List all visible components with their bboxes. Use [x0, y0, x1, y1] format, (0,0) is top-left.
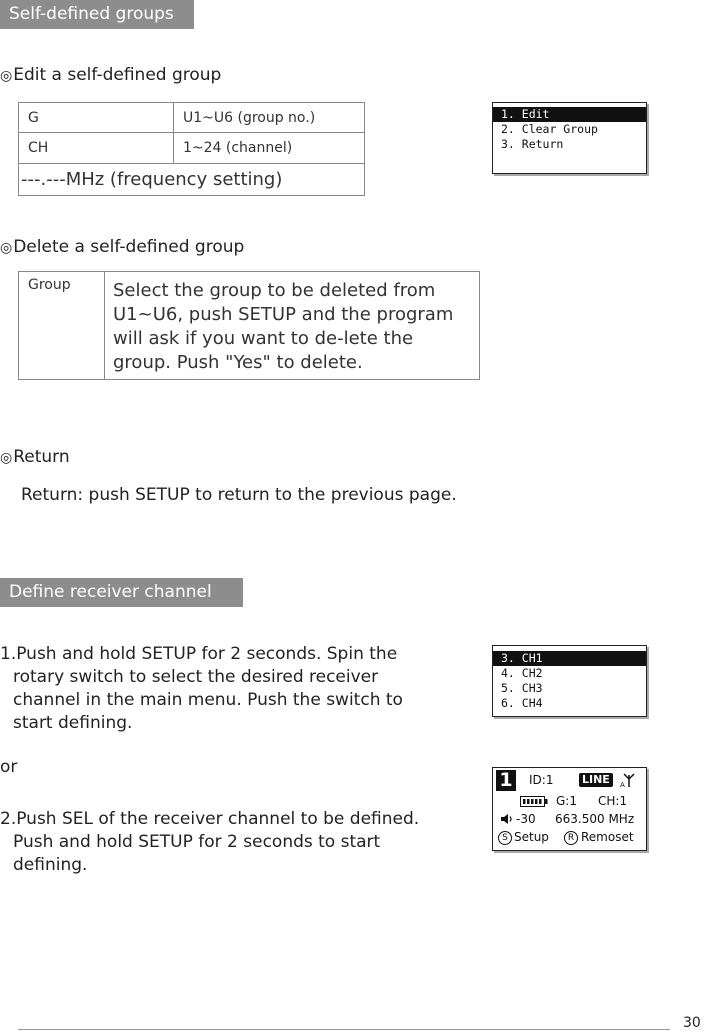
line-mode-badge: LINE: [579, 773, 613, 787]
table-cell: CH: [19, 133, 174, 164]
delete-description-cell: Select the group to be deleted from U1~U6, push SETUP and the program will ask if you want to de-lete the group. Push "Yes" to delete.: [105, 272, 480, 380]
edit-group-table: [18, 102, 365, 196]
svg-text:A: A: [620, 781, 625, 788]
frequency-readout: 663.500 MHz: [555, 812, 635, 826]
menu-item-ch4: 6. CH4: [501, 696, 543, 710]
channel-menu-display: [492, 645, 647, 717]
remoset-key-icon: R: [564, 831, 578, 845]
group-label-cell: Group: [19, 272, 105, 380]
channel-number-badge: 1: [496, 770, 516, 791]
step-1-text: 1.Push and hold SETUP for 2 seconds. Spin the rotary switch to select the desired receiver channel in the main menu. Push the switch to start defining.: [0, 644, 403, 733]
delete-group-heading-text: Delete a self-defined group: [13, 237, 245, 257]
antenna-icon: [619, 772, 637, 788]
edit-group-heading-text: Edit a self-defined group: [13, 65, 222, 85]
menu-item-ch2: 4. CH2: [501, 666, 543, 680]
circle-bullet-icon: ◎: [0, 240, 13, 256]
menu-item-edit: 1. Edit: [493, 107, 646, 122]
menu-item-return: 3. Return: [501, 137, 564, 151]
table-cell: U1~U6 (group no.): [174, 103, 365, 133]
channel-indicator: CH:1: [598, 794, 628, 808]
receiver-id: ID:1: [529, 773, 554, 787]
speaker-icon: [500, 813, 514, 825]
menu-item-clear-group: 2. Clear Group: [501, 122, 598, 136]
step-2-text: 2.Push SEL of the receiver channel to be defined. Push and hold SETUP for 2 seconds to start defining.: [0, 809, 420, 875]
or-text: or: [0, 757, 18, 777]
return-heading: [0, 447, 70, 467]
footer-divider: [18, 1029, 670, 1030]
circle-bullet-icon: ◎: [0, 68, 13, 84]
delete-group-table: [18, 271, 480, 380]
page-number: 30: [683, 1015, 701, 1031]
circle-bullet-icon: ◎: [0, 450, 13, 466]
battery-icon: [520, 796, 548, 807]
audio-level: -30: [516, 812, 536, 826]
remoset-label: Remoset: [581, 830, 634, 844]
table-cell: G: [19, 103, 174, 133]
section-title-self-defined-groups: Self-defined groups: [0, 0, 194, 29]
frequency-setting-cell: ---.---MHz (frequency setting): [19, 164, 365, 196]
table-cell: 1~24 (channel): [174, 133, 365, 164]
setup-label: Setup: [514, 830, 549, 844]
group-indicator: G:1: [556, 794, 577, 808]
edit-group-heading: [0, 65, 221, 85]
return-description: Return: push SETUP to return to the previous page.: [21, 485, 457, 505]
receiver-status-display: [492, 767, 647, 851]
edit-menu-display: [492, 102, 647, 174]
return-heading-text: Return: [13, 447, 70, 467]
menu-item-ch1: 3. CH1: [493, 651, 646, 666]
menu-item-ch3: 5. CH3: [501, 681, 543, 695]
section-title-define-receiver-channel: Define receiver channel: [0, 578, 243, 607]
delete-group-heading: [0, 237, 244, 257]
setup-key-icon: S: [498, 831, 512, 845]
